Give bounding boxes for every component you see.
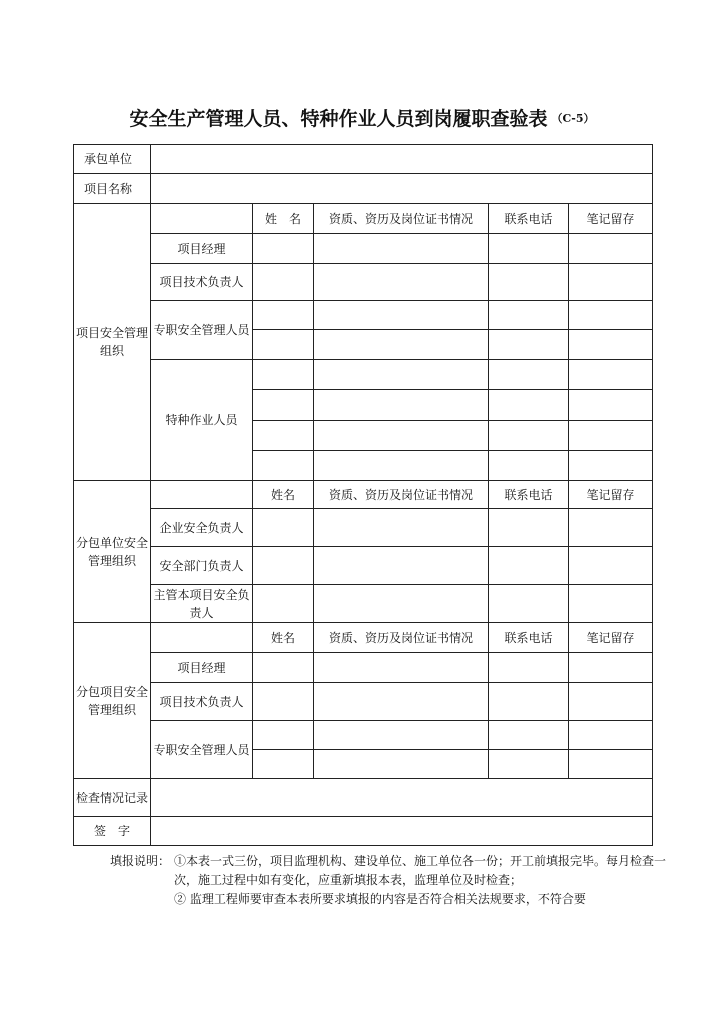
form-title <box>0 104 724 131</box>
cell[interactable] <box>253 360 314 390</box>
cell[interactable] <box>314 585 489 623</box>
instructions-label: 填报说明： <box>110 854 171 868</box>
cell[interactable] <box>569 330 653 360</box>
section1-role-special-workers: 特种作业人员 <box>151 360 253 481</box>
cell[interactable] <box>489 390 569 421</box>
section1-col-notes: 笔记留存 <box>569 204 653 234</box>
cell[interactable] <box>314 301 489 330</box>
section3-col-qualification: 资质、资历及岗位证书情况 <box>314 623 489 653</box>
cell[interactable] <box>489 653 569 683</box>
cell[interactable] <box>253 683 314 721</box>
section1-label: 项目安全管理组织 <box>74 204 151 481</box>
signature-label: 签 字 <box>74 817 151 846</box>
contractor-unit-field[interactable] <box>151 145 653 174</box>
cell[interactable] <box>489 721 569 750</box>
section2-col-notes: 笔记留存 <box>569 481 653 509</box>
cell[interactable] <box>253 390 314 421</box>
cell[interactable] <box>489 360 569 390</box>
cell[interactable] <box>253 234 314 264</box>
section1-col-name: 姓 名 <box>253 204 314 234</box>
cell[interactable] <box>314 264 489 301</box>
section3-label: 分包项目安全管理组织 <box>74 623 151 779</box>
section3-header-blank <box>151 623 253 653</box>
instruction-item-2: ② 监理工程师要审查本表所要求填报的内容是否符合相关法规要求，不符合要 <box>174 892 586 906</box>
cell[interactable] <box>489 330 569 360</box>
cell[interactable] <box>569 390 653 421</box>
cell[interactable] <box>489 547 569 585</box>
section1-role-safety-officer: 专职安全管理人员 <box>151 301 253 360</box>
cell[interactable] <box>314 390 489 421</box>
cell[interactable] <box>569 451 653 481</box>
cell[interactable] <box>253 721 314 750</box>
section3-col-name: 姓名 <box>253 623 314 653</box>
cell[interactable] <box>489 683 569 721</box>
cell[interactable] <box>489 585 569 623</box>
form-code: （C-5） <box>551 112 595 125</box>
cell[interactable] <box>314 653 489 683</box>
fill-instructions <box>110 852 670 909</box>
section2-col-phone: 联系电话 <box>489 481 569 509</box>
section1-role-tech-lead: 项目技术负责人 <box>151 264 253 301</box>
cell[interactable] <box>569 683 653 721</box>
cell[interactable] <box>569 264 653 301</box>
cell[interactable] <box>253 451 314 481</box>
cell[interactable] <box>569 509 653 547</box>
section2-label: 分包单位安全管理组织 <box>74 481 151 623</box>
cell[interactable] <box>253 301 314 330</box>
cell[interactable] <box>569 234 653 264</box>
cell[interactable] <box>489 264 569 301</box>
cell[interactable] <box>314 721 489 750</box>
section2-header-blank <box>151 481 253 509</box>
cell[interactable] <box>253 330 314 360</box>
cell[interactable] <box>314 330 489 360</box>
cell[interactable] <box>253 750 314 779</box>
verification-table <box>73 144 653 846</box>
cell[interactable] <box>314 509 489 547</box>
project-name-field[interactable] <box>151 174 653 204</box>
inspection-record-field[interactable] <box>151 779 653 817</box>
cell[interactable] <box>253 585 314 623</box>
cell[interactable] <box>489 301 569 330</box>
form-title-text: 安全生产管理人员、特种作业人员到岗履职查验表 <box>129 108 548 130</box>
cell[interactable] <box>253 547 314 585</box>
instruction-item-1: ①本表一式三份，项目监理机构、建设单位、施工单位各一份；开工前填报完毕。每月检查一次，施工过程中如有变化，应重新填报本表，监理单位及时检查； <box>174 854 667 887</box>
cell[interactable] <box>314 234 489 264</box>
section3-role-manager: 项目经理 <box>151 653 253 683</box>
cell[interactable] <box>314 683 489 721</box>
project-name-label: 项目名称 <box>74 174 151 204</box>
cell[interactable] <box>569 750 653 779</box>
cell[interactable] <box>489 451 569 481</box>
cell[interactable] <box>569 547 653 585</box>
section1-role-manager: 项目经理 <box>151 234 253 264</box>
cell[interactable] <box>489 421 569 451</box>
cell[interactable] <box>569 653 653 683</box>
cell[interactable] <box>569 360 653 390</box>
section1-header-blank <box>151 204 253 234</box>
section1-col-phone: 联系电话 <box>489 204 569 234</box>
section3-col-phone: 联系电话 <box>489 623 569 653</box>
cell[interactable] <box>314 547 489 585</box>
signature-field[interactable] <box>151 817 653 846</box>
cell[interactable] <box>489 234 569 264</box>
section3-role-safety-officer: 专职安全管理人员 <box>151 721 253 779</box>
section3-role-tech-lead: 项目技术负责人 <box>151 683 253 721</box>
contractor-unit-label: 承包单位 <box>74 145 151 174</box>
cell[interactable] <box>314 750 489 779</box>
cell[interactable] <box>253 264 314 301</box>
section1-col-qualification: 资质、资历及岗位证书情况 <box>314 204 489 234</box>
section2-role-project-safety-lead: 主管本项目安全负责人 <box>151 585 253 623</box>
cell[interactable] <box>314 360 489 390</box>
cell[interactable] <box>569 301 653 330</box>
cell[interactable] <box>253 421 314 451</box>
section3-col-notes: 笔记留存 <box>569 623 653 653</box>
section2-role-dept-safety-lead: 安全部门负责人 <box>151 547 253 585</box>
cell[interactable] <box>253 509 314 547</box>
cell[interactable] <box>314 451 489 481</box>
cell[interactable] <box>489 750 569 779</box>
cell[interactable] <box>569 721 653 750</box>
section2-col-name: 姓名 <box>253 481 314 509</box>
cell[interactable] <box>489 509 569 547</box>
inspection-record-label: 检查情况记录 <box>74 779 151 817</box>
section2-col-qualification: 资质、资历及岗位证书情况 <box>314 481 489 509</box>
cell[interactable] <box>569 421 653 451</box>
cell[interactable] <box>569 585 653 623</box>
cell[interactable] <box>253 653 314 683</box>
cell[interactable] <box>314 421 489 451</box>
section2-role-company-safety-lead: 企业安全负责人 <box>151 509 253 547</box>
